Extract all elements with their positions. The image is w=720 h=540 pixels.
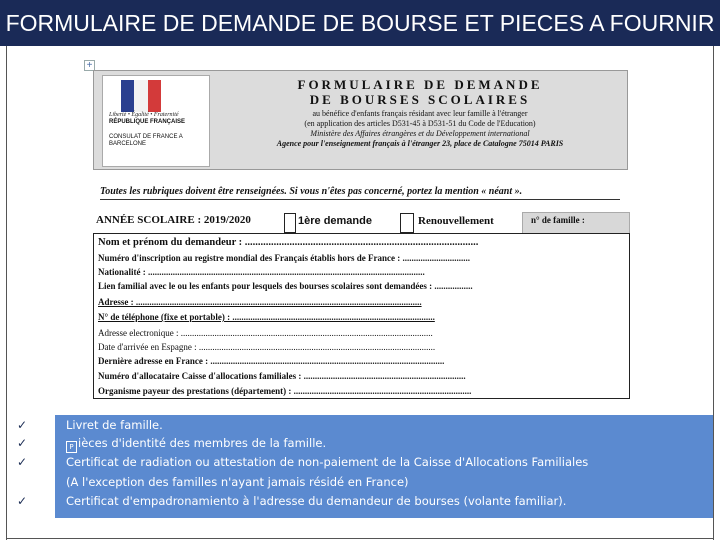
consulate-name: CONSULAT DE FRANCE A BARCELONE [109,134,183,147]
field-phone[interactable]: N° de téléphone (fixe et portable) : .......................................................................................... [98,312,435,322]
field-applicant-name[interactable]: Nom et prénom du demandeur : ......................................................................................... [98,237,479,248]
field-address[interactable]: Adresse : ............................................................................................................................... [98,297,422,307]
frame-left-border [6,46,7,540]
field-arrival-date[interactable]: Date d'arrivée en Espagne : ......................................................................................................... [98,342,436,352]
republic-name: RÉPUBLIQUE FRANÇAISE [109,119,186,125]
form-title-line2: DE BOURSES SCOLAIRES [309,92,531,107]
field-paying-body[interactable]: Organisme payeur des prestations (département) : ............................................................................... [98,386,472,396]
republic-logo [102,75,210,167]
slide-title: FORMULAIRE DE DEMANDE DE BOURSE ET PIECES A FOURNIR [0,0,720,46]
form-instruction: Toutes les rubriques doivent être renseignées. Si vous n'êtes pas concerné, portez la mention « néant ». [100,186,523,197]
field-registration-number[interactable]: Numéro d'inscription au registre mondial des Français établis hors de France : .............................. [98,253,470,263]
checkmark-icon: ✓ [17,455,28,469]
form-subtitle-line2: (en application des articles D531-45 à D531-51 du Code de l'Education) [304,119,536,128]
required-documents-list: ✓ Livret de famille. ✓ P ièces d'identité des membres de la famille. ✓ Certificat de radiation ou attestation de non-paiement de la Caisse d'Allocations Familiales (A l'exception des familles n'ayant jamais résidé en France) ✓ Certificat d'empadronamiento à l'adresse du demandeur de bourses (volante familiar). [55,415,713,518]
frame-right-border [713,46,714,540]
school-year: ANNÉE SCOLAIRE : 2019/2020 [96,214,251,226]
field-last-address-france[interactable]: Dernière adresse en France : ........................................................................................................ [98,356,445,366]
first-request-label: 1ère demande [298,215,372,227]
family-number-field[interactable]: n° de famille : [522,212,630,234]
form-subtitle-line1: au bénéfice d'enfants français résidant avec leur famille à l'étranger [312,109,528,118]
renewal-label: Renouvellement [418,215,494,227]
move-handle-icon[interactable]: + [84,60,95,71]
renewal-checkbox[interactable] [400,213,414,233]
instruction-underline [100,199,620,200]
form-title [216,77,624,107]
checkmark-icon: ✓ [17,418,28,432]
missing-glyph-icon: P [66,441,77,453]
field-caf-number[interactable]: Numéro d'allocataire Caisse d'allocations familiales : ........................................................................ [98,371,466,381]
form-header [93,70,628,170]
form-subtitle [216,109,624,149]
field-family-link[interactable]: Lien familial avec le ou les enfants pour lesquels des bourses scolaires sont demandées : ................. [98,281,473,291]
field-email[interactable]: Adresse electronique : ................................................................................................................ [98,328,433,338]
first-request-checkbox[interactable] [284,213,296,233]
form-fields [93,233,630,399]
checkmark-icon: ✓ [17,494,28,508]
form-subtitle-line4: Agence pour l'enseignement français à l'étranger 23, place de Catalogne 75014 PARIS [276,139,564,148]
form-title-line1: FORMULAIRE DE DEMANDE [297,77,543,92]
form-subtitle-line3: Ministère des Affaires étrangères et du Développement international [310,129,530,138]
field-nationality[interactable]: Nationalité : ........................................................................................................................... [98,267,425,277]
frame-bottom-border [6,538,714,539]
checkmark-icon: ✓ [17,436,28,450]
marianne-flag-icon [121,80,161,112]
republic-motto: Liberté • Égalité • Fraternité [109,112,179,118]
